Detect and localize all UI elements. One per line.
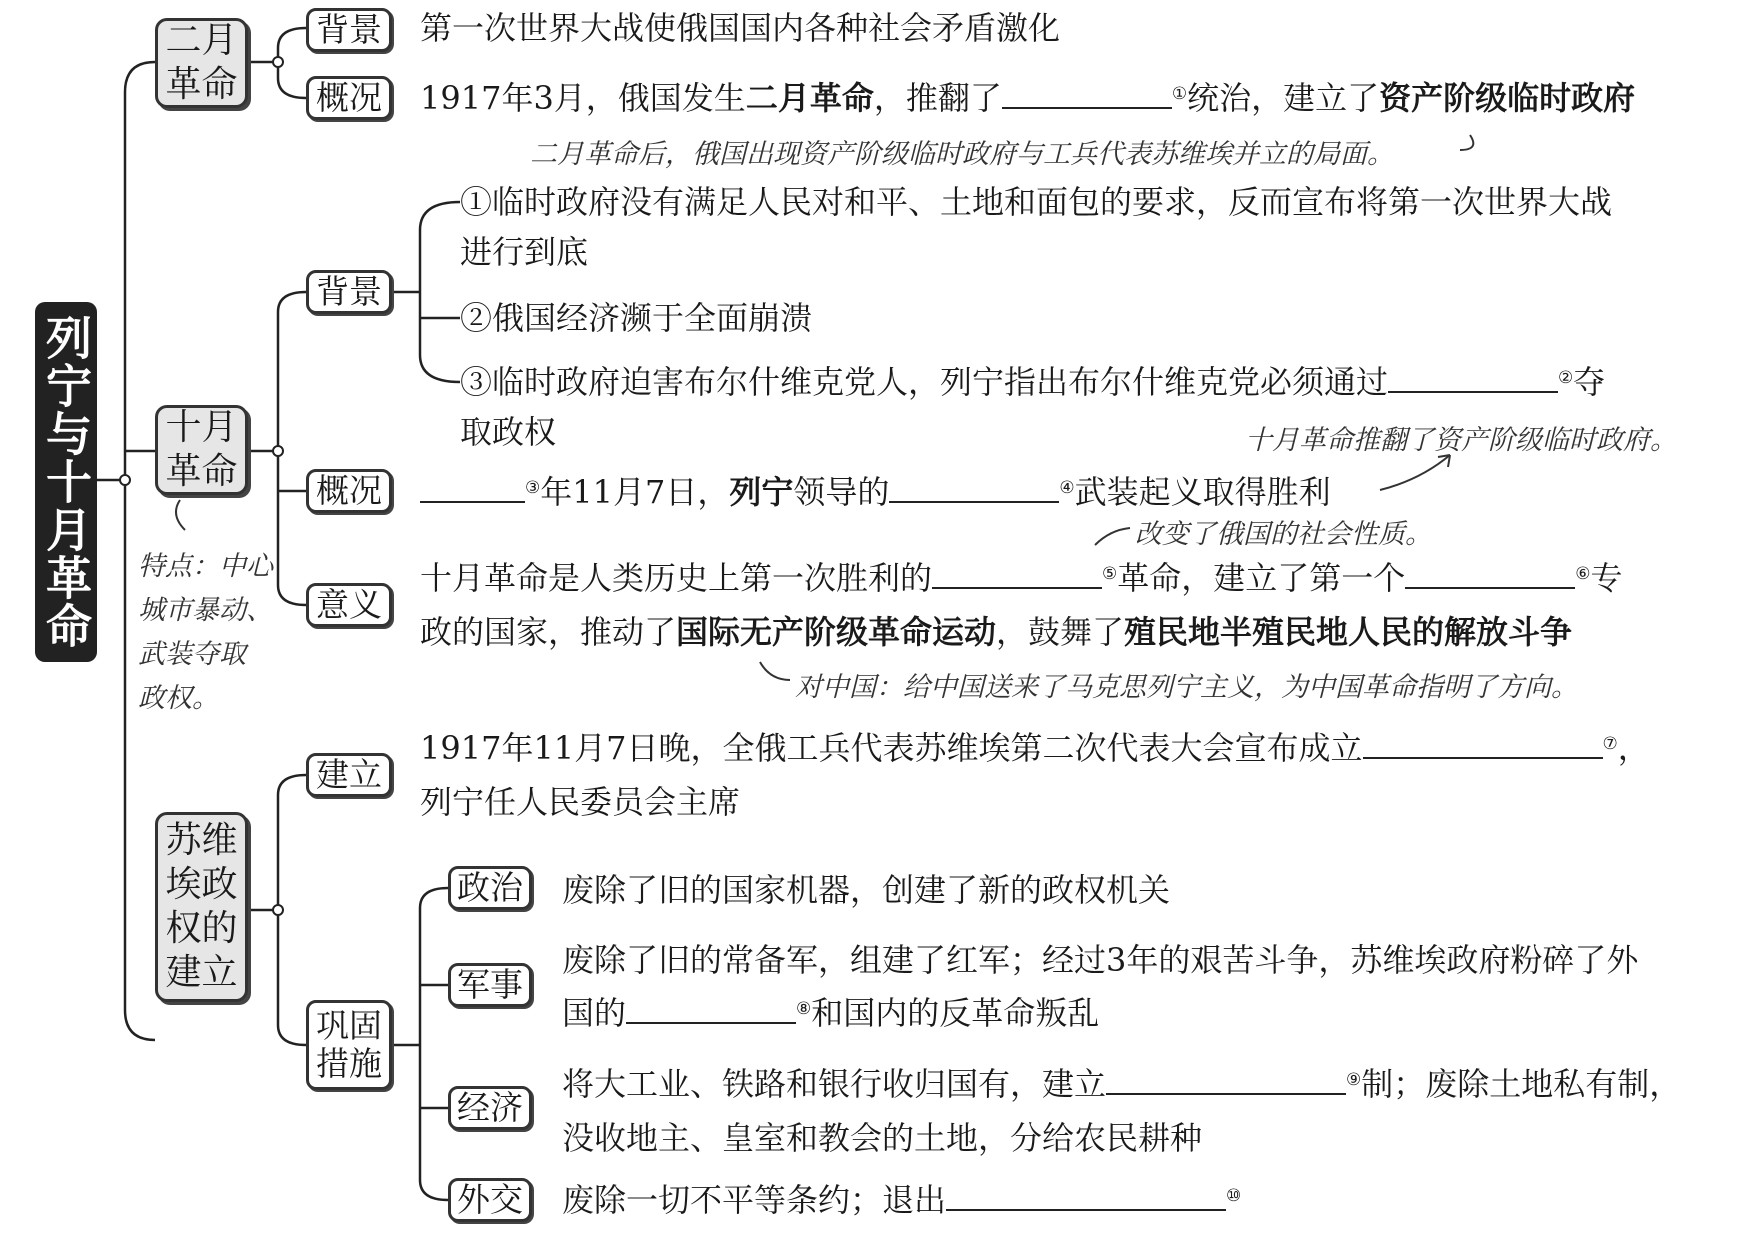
soviet-establishment-node: 苏维 埃政 权的 建立 [155,812,248,1002]
october-background-label: 背景 [306,270,392,314]
soviet-establish-line1: 1917年11月7日晚，全俄工兵代表苏维埃第二次代表大会宣布成立 ⑦， [420,729,1650,767]
october-significance-label: 意义 [306,583,392,627]
economy-label: 经济 [448,1086,532,1130]
soviet-establish-line2: 列宁任人民委员会主席 [420,783,741,821]
soviet-consolidate-label: 巩固 措施 [306,1000,392,1090]
october-revolution-node: 十月革命 [155,405,248,495]
february-background-text: 第一次世界大战使俄国国内各种社会矛盾激化 [420,9,1061,47]
october-overview-label: 概况 [306,469,392,513]
military-label: 军事 [448,963,532,1007]
politics-text: 废除了旧的国家机器，创建了新的政权机关 [562,871,1171,909]
politics-label: 政治 [448,866,532,910]
february-overview-text: 1917年3月，俄国发生二月革命，推翻了 ①统治，建立了资产阶级临时政府 [420,79,1636,117]
october-overview-text: ③年11月7日，列宁领导的 ④武装起义取得胜利 [420,472,1331,512]
october-china-note: 对中国：给中国送来了马克思列宁主义，为中国革命指明了方向。 [795,672,1578,703]
blank-4 [889,473,1059,503]
blank-6 [1405,559,1575,589]
october-overthrow-note: 十月革命推翻了资产阶级临时政府。 [1245,425,1677,456]
diplomacy-text: 废除一切不平等条约；退出 ⑩ [562,1181,1242,1219]
economy-line1: 将大工业、铁路和银行收归国有，建立 ⑨制；废除土地私有制， [562,1065,1682,1103]
soviet-establish-label: 建立 [306,753,392,797]
blank-10 [946,1181,1226,1211]
blank-7 [1363,729,1603,759]
blank-9 [1106,1065,1346,1095]
blank-5 [932,559,1102,589]
october-background-1-cont: 进行到底 [460,233,589,271]
blank-8 [626,994,796,1024]
october-feature-note: 特点：中心 城市暴动、 武装夺取 政权。 [138,551,273,714]
blank-1 [1002,79,1172,109]
february-overview-label: 概况 [306,76,392,120]
october-background-3-cont: 取政权 [460,413,557,451]
diplomacy-label: 外交 [448,1178,532,1222]
october-significance-line2: 政的国家，推动了国际无产阶级革命运动，鼓舞了殖民地半殖民地人民的解放斗争 [420,613,1573,651]
february-background-label: 背景 [306,8,392,52]
october-nature-note: 改变了俄国的社会性质。 [1135,519,1432,550]
october-background-1: ①临时政府没有满足人民对和平、土地和面包的要求，反而宣布将第一次世界大战 [460,183,1613,221]
blank-2 [1388,363,1558,393]
february-handwritten-note: 二月革命后，俄国出现资产阶级临时政府与工兵代表苏维埃并立的局面。 [530,139,1394,170]
blank-3 [420,473,525,503]
october-background-3: ③临时政府迫害布尔什维克党人，列宁指出布尔什维克党必须通过 ②夺 [460,363,1606,401]
october-background-2: ②俄国经济濒于全面崩溃 [460,299,813,337]
military-line1: 废除了旧的常备军，组建了红军；经过3年的艰苦斗争，苏维埃政府粉碎了外 [562,941,1639,979]
military-line2: 国的 ⑧和国内的反革命叛乱 [562,994,1100,1032]
root-title: 列宁与十月革命 [35,302,97,662]
february-revolution-node: 二月革命 [155,18,248,108]
economy-line2: 没收地主、皇室和教会的土地，分给农民耕种 [562,1119,1203,1157]
october-significance-line1: 十月革命是人类历史上第一次胜利的 ⑤革命，建立了第一个 ⑥专 [420,559,1623,597]
